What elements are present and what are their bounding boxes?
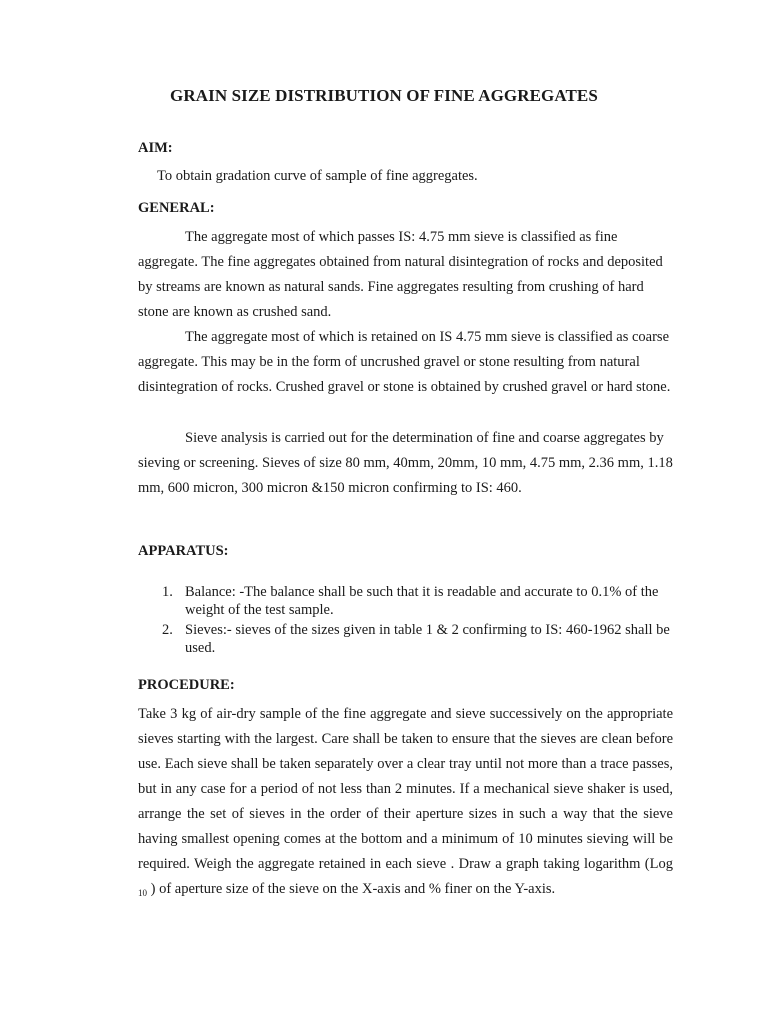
list-item-text: Balance: -The balance shall be such that it is readable and accurate to 0.1% of the weight of the test sample. (185, 584, 659, 618)
general-paragraph-3-text: Sieve analysis is carried out for the determination of fine and coarse aggregates by sieving or screening. Sieves of size 80 mm, 40mm, 20mm, 10 mm, 4.75 mm, 2.36 mm, 1.18 mm, 600 micron, 300 micron &150 micron confirming to IS: 460. (138, 430, 673, 496)
procedure-heading: PROCEDURE: (138, 677, 235, 693)
general-paragraph-1 (138, 225, 673, 325)
log-subscript: 10 (138, 888, 147, 898)
aim-text: To obtain gradation curve of sample of fine aggregates. (157, 168, 478, 184)
list-item (138, 583, 673, 619)
general-paragraph-2 (138, 325, 673, 400)
list-item (138, 621, 673, 657)
document-title: GRAIN SIZE DISTRIBUTION OF FINE AGGREGATES (170, 86, 598, 105)
procedure-text-end: ) of aperture size of the sieve on the X-axis and % finer on the Y-axis. (147, 881, 556, 897)
general-paragraph-2-text: The aggregate most of which is retained on IS 4.75 mm sieve is classified as coarse aggregate. This may be in the form of uncrushed gravel or stone resulting from natural disintegration of rocks. Crushed gravel or stone is obtained by crushed gravel or hard stone. (138, 329, 671, 395)
general-paragraph-1-text: The aggregate most of which passes IS: 4.75 mm sieve is classified as fine aggregate. The fine aggregates obtained from natural disintegration of rocks and deposited by streams are known as natural sands. Fine aggregates resulting from crushing of hard stone are known as crushed sand. (138, 229, 663, 320)
list-item-number: 2. (162, 622, 173, 638)
list-item-text: Sieves:- sieves of the sizes given in table 1 & 2 confirming to IS: 460-1962 shall be used. (185, 622, 670, 656)
apparatus-list (138, 583, 673, 659)
procedure-text: Take 3 kg of air-dry sample of the fine aggregate and sieve successively on the appropriate sieves starting with the largest. Care shall be taken to ensure that the sieves are clean before use. Each sieve shall be taken separately over a clear tray until not more than a trace passes, but in any case for a period of not less than 2 minutes. If a mechanical sieve shaker is used, arrange the set of sieves in the order of their aperture sizes in such a way that the sieve having smallest opening comes at the bottom and a minimum of 10 minutes sieving will be required. Weigh the aggregate retained in each sieve . Draw a graph taking logarithm (Log (138, 706, 673, 872)
general-heading: GENERAL: (138, 200, 215, 216)
list-item-number: 1. (162, 584, 173, 600)
procedure-paragraph (138, 702, 673, 906)
general-paragraph-3 (138, 426, 673, 501)
apparatus-heading: APPARATUS: (138, 543, 229, 559)
aim-heading: AIM: (138, 140, 173, 156)
